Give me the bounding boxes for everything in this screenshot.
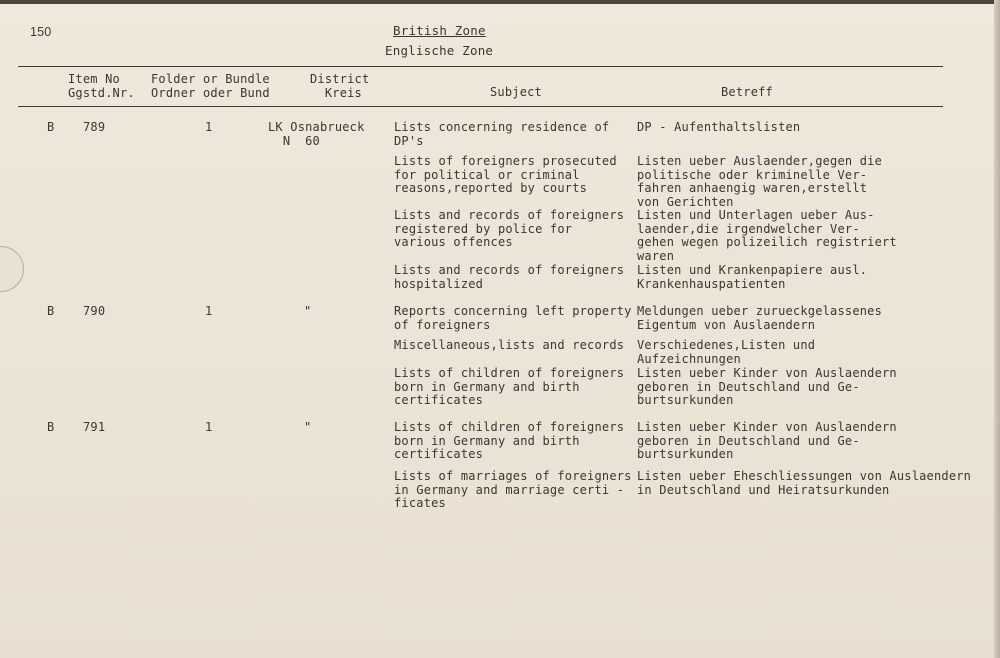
row-letter: B <box>47 304 55 318</box>
header-folder: Folder or Bundle Ordner oder Bund <box>151 72 270 100</box>
subject: Lists of children of foreigners born in Germany and birth certificates <box>394 420 625 462</box>
row-letter: B <box>47 120 55 134</box>
district: LK Osnabrueck N 60 <box>268 120 365 148</box>
betreff: Listen und Krankenpapiere ausl. Krankenhauspatienten <box>637 263 868 291</box>
header-subject: Subject <box>490 85 542 99</box>
folder-number: 1 <box>205 120 213 134</box>
betreff: Listen ueber Eheschliessungen von Auslaendern in Deutschland und Heiratsurkunden <box>637 469 972 497</box>
header-bottom-rule <box>18 106 943 107</box>
subject: Lists and records of foreigners registered by police for various offences <box>394 208 625 250</box>
betreff: DP - Aufenthaltslisten <box>637 120 801 134</box>
header-top-rule <box>18 66 943 67</box>
subject: Lists of foreigners prosecuted for political or criminal reasons,reported by courts <box>394 154 617 196</box>
header-district: District Kreis <box>310 72 370 100</box>
district: " <box>304 304 312 318</box>
subject: Lists of children of foreigners born in Germany and birth certificates <box>394 366 625 408</box>
row-letter: B <box>47 420 55 434</box>
subject: Miscellaneous,lists and records <box>394 338 625 352</box>
subject: Reports concerning left property of foreigners <box>394 304 632 332</box>
page-top-edge <box>0 0 1000 4</box>
betreff: Listen ueber Kinder von Auslaendern geboren in Deutschland und Ge- burtsurkunden <box>637 366 897 408</box>
folder-number: 1 <box>205 420 213 434</box>
header-item-no: Item No Ggstd.Nr. <box>68 72 135 100</box>
item-number: 789 <box>83 120 106 134</box>
page-number: 150 <box>30 25 52 39</box>
folder-number: 1 <box>205 304 213 318</box>
header-betreff: Betreff <box>721 85 773 99</box>
item-number: 790 <box>83 304 106 318</box>
betreff: Listen ueber Kinder von Auslaendern geboren in Deutschland und Ge- burtsurkunden <box>637 420 897 462</box>
betreff: Listen ueber Auslaender,gegen die politische oder kriminelle Ver- fahren anhaengig waren,erstellt von Gerichten <box>637 154 883 209</box>
betreff: Verschiedenes,Listen und Aufzeichnungen <box>637 338 816 366</box>
subject: Lists concerning residence of DP's <box>394 120 610 148</box>
item-number: 791 <box>83 420 106 434</box>
subject: Lists of marriages of foreigners in Germany and marriage certi - ficates <box>394 469 632 511</box>
betreff: Meldungen ueber zurueckgelassenes Eigentum von Auslaendern <box>637 304 883 332</box>
page-subtitle: Englische Zone <box>385 43 494 58</box>
punch-hole <box>0 246 24 292</box>
district: " <box>304 420 312 434</box>
page-title: British Zone <box>393 23 486 38</box>
subject: Lists and records of foreigners hospitalized <box>394 263 625 291</box>
betreff: Listen und Unterlagen ueber Aus- laender,die irgendwelcher Ver- gehen wegen polizeilich registriert waren <box>637 208 897 263</box>
page-right-edge <box>994 0 1000 658</box>
